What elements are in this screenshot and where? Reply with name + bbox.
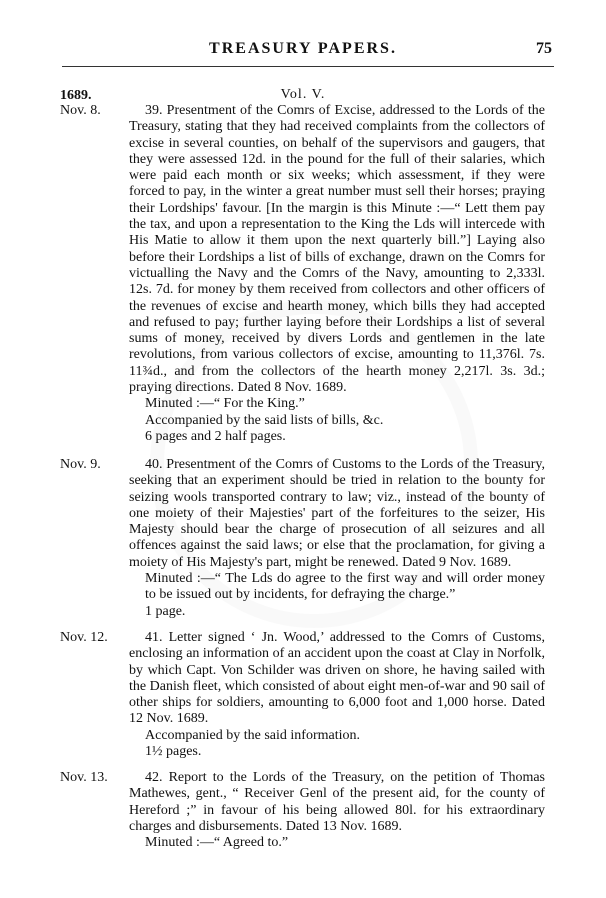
header-rule — [62, 66, 554, 67]
page-count-line: 6 pages and 2 half pages. — [145, 428, 286, 444]
entry-text: 42. Report to the Lords of the Treasury, on the petition of Thomas Mathewes, gent., “ Receiver Genl of the present aid, for the county of Hereford ;” in favour of his being allowed 80l. for his extraordinary charges and disbursements. Dated 13 Nov. 1689. — [129, 770, 545, 834]
entry-text: 41. Letter signed ‘ Jn. Wood,’ addressed to the Comrs of Customs, enclosing an information of an accident upon the coast at Clay in Norfolk, by which Capt. Von Schilder was driven on shore, he having sailed with the Danish fleet, which consisted of about eight men-of-war and 90 sail of other ships for soldiers, amounting to 6,000 foot and 1,000 horse. Dated 12 Nov. 1689. — [129, 630, 545, 727]
year-label: 1689. — [60, 88, 92, 103]
entry-body — [129, 770, 545, 851]
entry-text: 40. Presentment of the Comrs of Customs to the Lords of the Treasury, seeking that an experiment should be tried in relation to the bounty for seizing wools transported contrary to law; viz., instead of the bounty of one moiety of their Majesties' part of the forfeitures to the seizer, His Majesty should bear the charge of prosecution of all seizures and all offences against the said laws; or else that the proclamation, for giving a moiety of His Majesty's part, might be renewed. Dated 9 Nov. 1689. — [129, 457, 545, 570]
accompaniment-line: Accompanied by the said lists of bills, &c. — [145, 412, 384, 428]
minute-line: Minuted :—“ The Lds do agree to the first way and will order money to be issued out by incidents, for defraying the charge.” — [145, 571, 545, 603]
accompaniment-line: Accompanied by the said information. — [145, 727, 360, 743]
volume-label: Vol. V. — [280, 87, 326, 102]
entry-body — [129, 103, 545, 445]
minute-line: Minuted :—“ Agreed to.” — [145, 835, 289, 851]
running-title: TREASURY PAPERS. — [209, 40, 397, 57]
page-count-line: 1 page. — [145, 603, 186, 619]
entry-body — [129, 457, 545, 620]
minute-line: Minuted :—“ For the King.” — [145, 396, 305, 412]
entry-text: 39. Presentment of the Comrs of Excise, addressed to the Lords of the Treasury, stating that they had received complaints from the collectors of excise in several counties, on behalf of the supervisors and gaugers, that they were assessed 12d. in the pound for the full of their salaries, which were paid each month or six weeks; which assessment, if they were forced to pay, in the winter a great number must sell their horses; praying their Lordships' favour. [In the margin is this Minute :—“ Lett them pay the tax, and upon a representation to the King the Lds will intercede with His Matie to allow it them upon the next quarterly bill.”] Laying also before their Lordships a list of bills of exchange, drawn on the Comrs for victualling the Navy and the Comrs of the Navy, amounting to 2,333l. 12s. 7d. for money by them received from collectors and other officers of the revenues of excise and hearth money, which bills they had accepted and refused to pay; further laying before their Lordships a list of several sums of money, received by divers Lords and gentlemen in the late revolutions, from various collectors of excise, amounting to 11,376l. 7s. 11¾d., and from the collectors of the hearth money 2,217l. 3s. 3d.; praying directions. Dated 8 Nov. 1689. — [129, 103, 545, 396]
entry-date: Nov. 9. — [60, 457, 101, 472]
entry-date: Nov. 13. — [60, 770, 108, 785]
entry-date: Nov. 8. — [60, 103, 101, 118]
entry-body — [129, 630, 545, 760]
page-count-line: 1½ pages. — [145, 744, 202, 760]
page-number: 75 — [536, 40, 552, 57]
entry-date: Nov. 12. — [60, 630, 108, 645]
